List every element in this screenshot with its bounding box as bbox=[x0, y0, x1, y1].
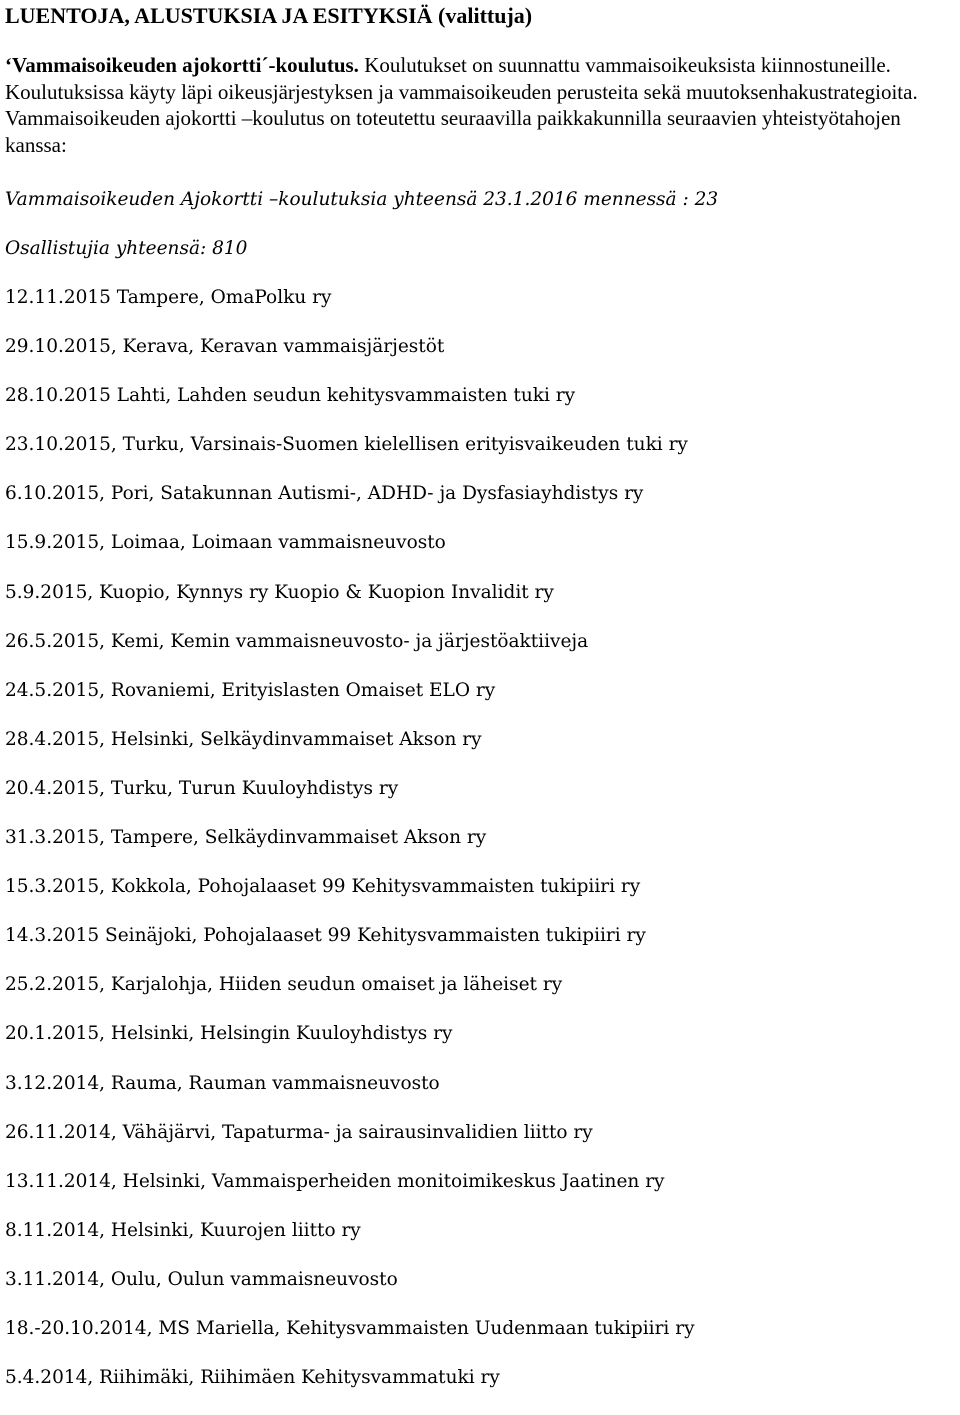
intro-title: ‘Vammaisoikeuden ajokortti´-koulutus. bbox=[5, 53, 359, 77]
event-item: 3.12.2014, Rauma, Rauman vammaisneuvosto bbox=[5, 1072, 440, 1094]
event-item: 24.5.2015, Rovaniemi, Erityislasten Omaiset ELO ry bbox=[5, 679, 496, 701]
event-item: 8.11.2014, Helsinki, Kuurojen liitto ry bbox=[5, 1219, 361, 1241]
event-list bbox=[5, 286, 695, 1415]
event-item: 12.11.2015 Tampere, OmaPolku ry bbox=[5, 287, 332, 308]
event-item: 26.5.2015, Kemi, Kemin vammaisneuvosto- ja järjestöaktiiveja bbox=[5, 630, 589, 652]
total-participants-line: Osallistujia yhteensä: 810 bbox=[5, 238, 248, 259]
event-item: 13.11.2014, Helsinki, Vammaisperheiden monitoimikeskus Jaatinen ry bbox=[5, 1170, 665, 1192]
section-heading: LUENTOJA, ALUSTUKSIA JA ESITYKSIÄ (valittuja) bbox=[5, 3, 533, 28]
event-item: 29.10.2015, Kerava, Keravan vammaisjärjestöt bbox=[5, 336, 445, 358]
event-item: 20.1.2015, Helsinki, Helsingin Kuuloyhdistys ry bbox=[5, 1023, 453, 1045]
event-item: 28.4.2015, Helsinki, Selkäydinvammaiset Akson ry bbox=[5, 728, 482, 750]
event-item: 14.3.2015 Seinäjoki, Pohojalaaset 99 Kehitysvammaisten tukipiiri ry bbox=[5, 925, 646, 947]
total-trainings-line: Vammaisoikeuden Ajokortti –koulutuksia yhteensä 23.1.2016 mennessä : 23 bbox=[5, 189, 719, 210]
intro-text: Koulutukset on suunnattu vammaisoikeuksista kiinnostuneille. Koulutuksissa käyty läpi oikeusjärjestyksen ja vammaisoikeuden perusteita sekä muutoksenhakustrategioita. Vammaisoikeuden ajokortti –koulutus on toteutettu seuraavilla paikkakunnilla seuraavien yhteistyötahojen kanssa: bbox=[5, 53, 918, 157]
event-item: 15.3.2015, Kokkola, Pohojalaaset 99 Kehitysvammaisten tukipiiri ry bbox=[5, 876, 641, 898]
event-item: 6.10.2015, Pori, Satakunnan Autismi-, ADHD- ja Dysfasiayhdistys ry bbox=[5, 483, 644, 505]
event-item: 28.10.2015 Lahti, Lahden seudun kehitysvammaisten tuki ry bbox=[5, 385, 576, 407]
event-item: 5.4.2014, Riihimäki, Riihimäen Kehitysvammatuki ry bbox=[5, 1367, 500, 1389]
event-item: 3.11.2014, Oulu, Oulun vammaisneuvosto bbox=[5, 1268, 398, 1290]
event-item: 26.11.2014, Vähäjärvi, Tapaturma- ja sairausinvalidien liitto ry bbox=[5, 1121, 593, 1143]
event-item: 25.2.2015, Karjalohja, Hiiden seudun omaiset ja läheiset ry bbox=[5, 974, 563, 996]
intro-paragraph bbox=[5, 52, 957, 158]
event-item: 15.9.2015, Loimaa, Loimaan vammaisneuvosto bbox=[5, 532, 446, 554]
event-item: 20.4.2015, Turku, Turun Kuuloyhdistys ry bbox=[5, 777, 399, 799]
event-item: 5.9.2015, Kuopio, Kynnys ry Kuopio & Kuopion Invalidit ry bbox=[5, 581, 554, 603]
event-item: 23.10.2015, Turku, Varsinais-Suomen kielellisen erityisvaikeuden tuki ry bbox=[5, 434, 688, 456]
event-item: 18.-20.10.2014, MS Mariella, Kehitysvammaisten Uudenmaan tukipiiri ry bbox=[5, 1317, 695, 1339]
event-item: 31.3.2015, Tampere, Selkäydinvammaiset Akson ry bbox=[5, 827, 487, 849]
